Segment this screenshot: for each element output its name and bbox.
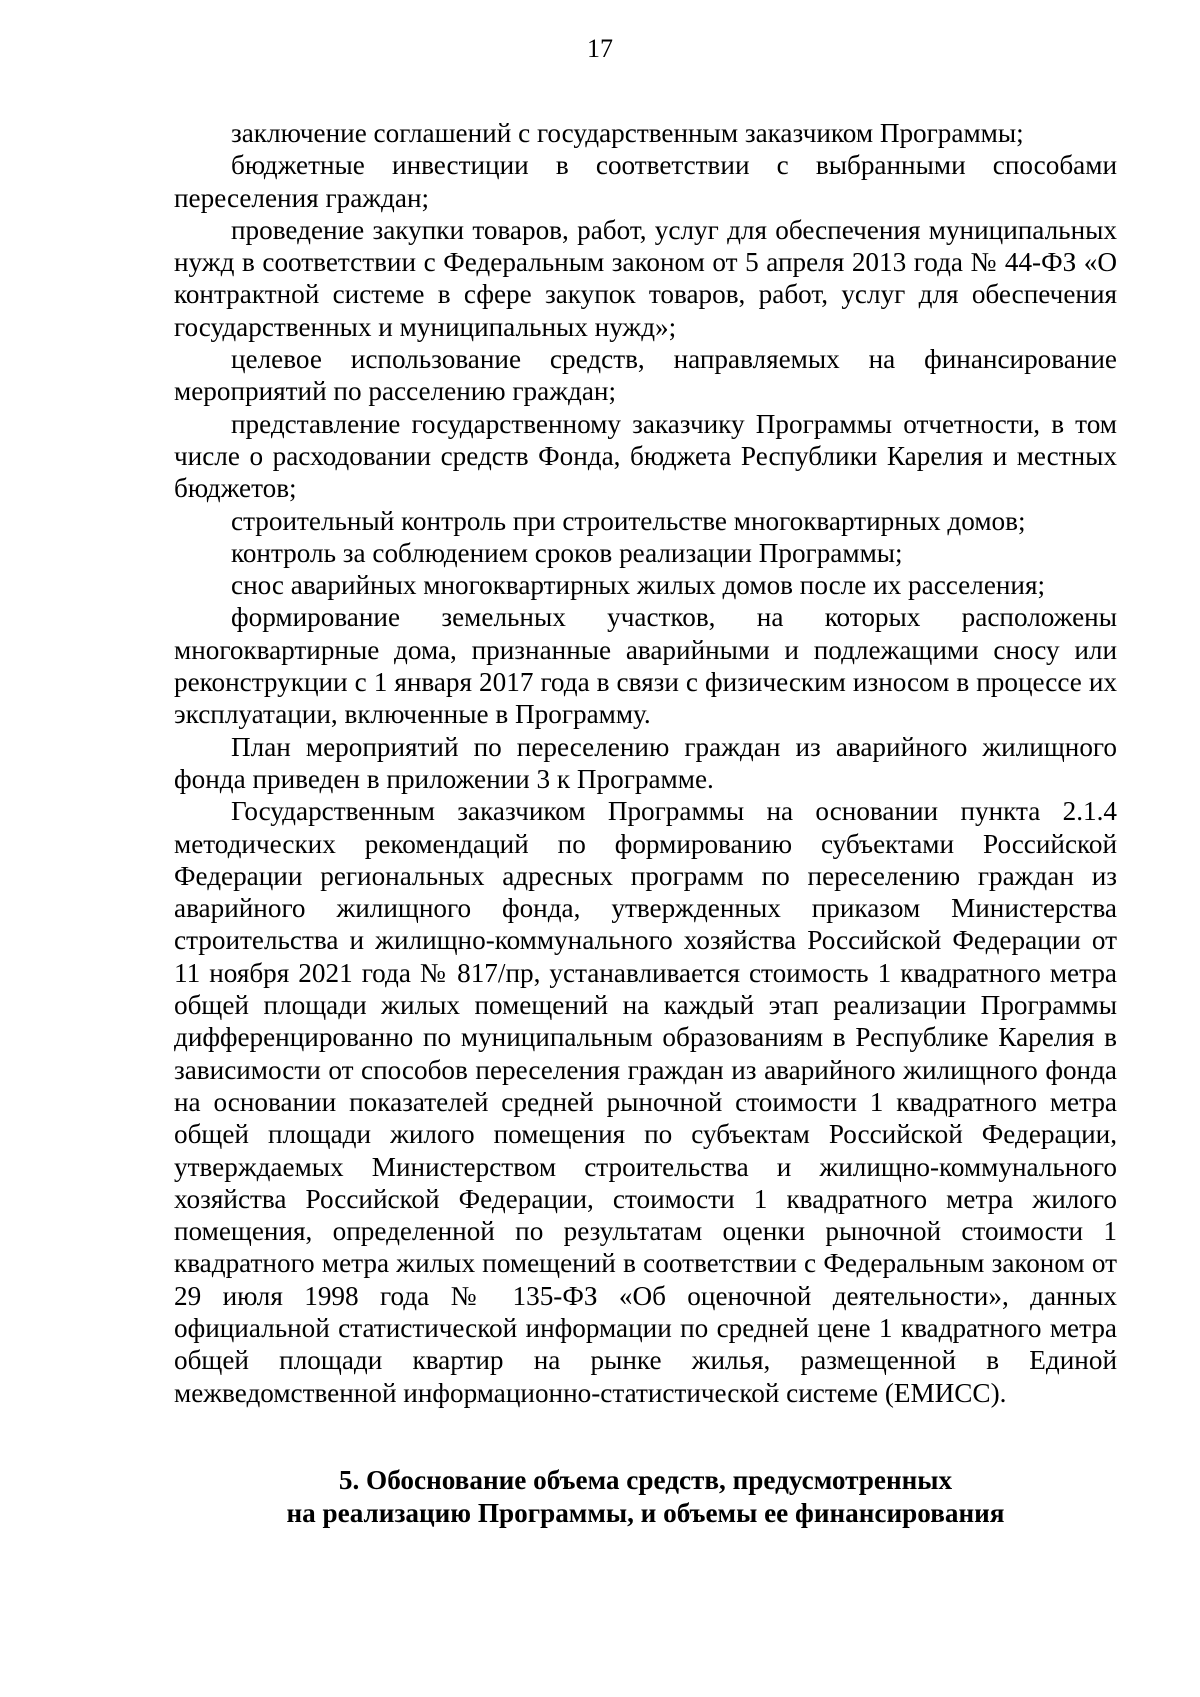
paragraph-land-plots: формирование земельных участков, на которых расположены многоквартирные дома, признанные аварийными и подлежащими сносу или реконструкции с 1 января 2017 года в связи с физическим износом в процессе их эксплуатации, включенные в Программу. — [174, 602, 1117, 730]
section-heading-line-1: 5. Обоснование объема средств, предусмотренных — [338, 1465, 953, 1495]
paragraph-demolition: снос аварийных многоквартирных жилых домов после их расселения; — [231, 570, 1046, 601]
document-body — [174, 117, 1117, 1409]
paragraph-construction-control: строительный контроль при строительстве многоквартирных домов; — [231, 505, 1026, 536]
paragraph-action-plan: План мероприятий по переселению граждан из аварийного жилищного фонда приведен в приложении 3 к Программе. — [174, 731, 1117, 794]
paragraph-agreements: заключение соглашений с государственным заказчиком Программы; — [231, 118, 1024, 148]
paragraph-deadline-control: контроль за соблюдением сроков реализации Программы; — [231, 537, 903, 568]
paragraph-budget-investments: бюджетные инвестиции в соответствии с выбранными способами переселения граждан; — [174, 150, 1117, 213]
paragraph-targeted-use: целевое использование средств, направляемых на финансирование мероприятий по расселению граждан; — [174, 344, 1117, 407]
page-number: 17 — [587, 34, 613, 63]
section-heading-line-2: на реализацию Программы, и объемы ее финансирования — [286, 1497, 1005, 1528]
section-heading — [174, 1464, 1117, 1529]
paragraph-procurement: проведение закупки товаров, работ, услуг для обеспечения муниципальных нужд в соответствии с Федеральным законом от 5 апреля 2013 года № 44-ФЗ «О контрактной системе в сфере закупок товаров, работ, услуг для обеспечения государственных и муниципальных нужд»; — [174, 214, 1117, 342]
paragraph-cost-per-square-meter: Государственным заказчиком Программы на основании пункта 2.1.4 методических рекомендаций по формированию субъектами Российской Федерации региональных адресных программ по переселению граждан из аварийного жилищного фонда, утвержденных приказом Министерства строительства и жилищно-коммунального хозяйства Российской Федерации от 11 ноября 2021 года № 817/пр, устанавливается стоимость 1 квадратного метра общей площади жилых помещений на каждый этап реализации Программы дифференцированно по муниципальным образованиям в Республике Карелия в зависимости от способов переселения граждан из аварийного жилищного фонда на основании показателей средней рыночной стоимости 1 квадратного метра общей площади жилого помещения по субъектам Российской Федерации, утверждаемых Министерством строительства и жилищно-коммунального хозяйства Российской Федерации, стоимости 1 квадратного метра жилого помещения, определенной по результатам оценки рыночной стоимости 1 квадратного метра жилых помещений в соответствии с Федеральным законом от 29 июля 1998 года № 135-ФЗ «Об оценочной деятельности», данных официальной статистической информации по средней цене 1 квадратного метра общей площади квартир на рынке жилья, размещенной в Единой межведомственной информационно-статистической системе (ЕМИСС). — [174, 796, 1117, 1408]
paragraph-reporting: представление государственному заказчику Программы отчетности, в том числе о расходовании средств Фонда, бюджета Республики Карелия и местных бюджетов; — [174, 408, 1117, 504]
